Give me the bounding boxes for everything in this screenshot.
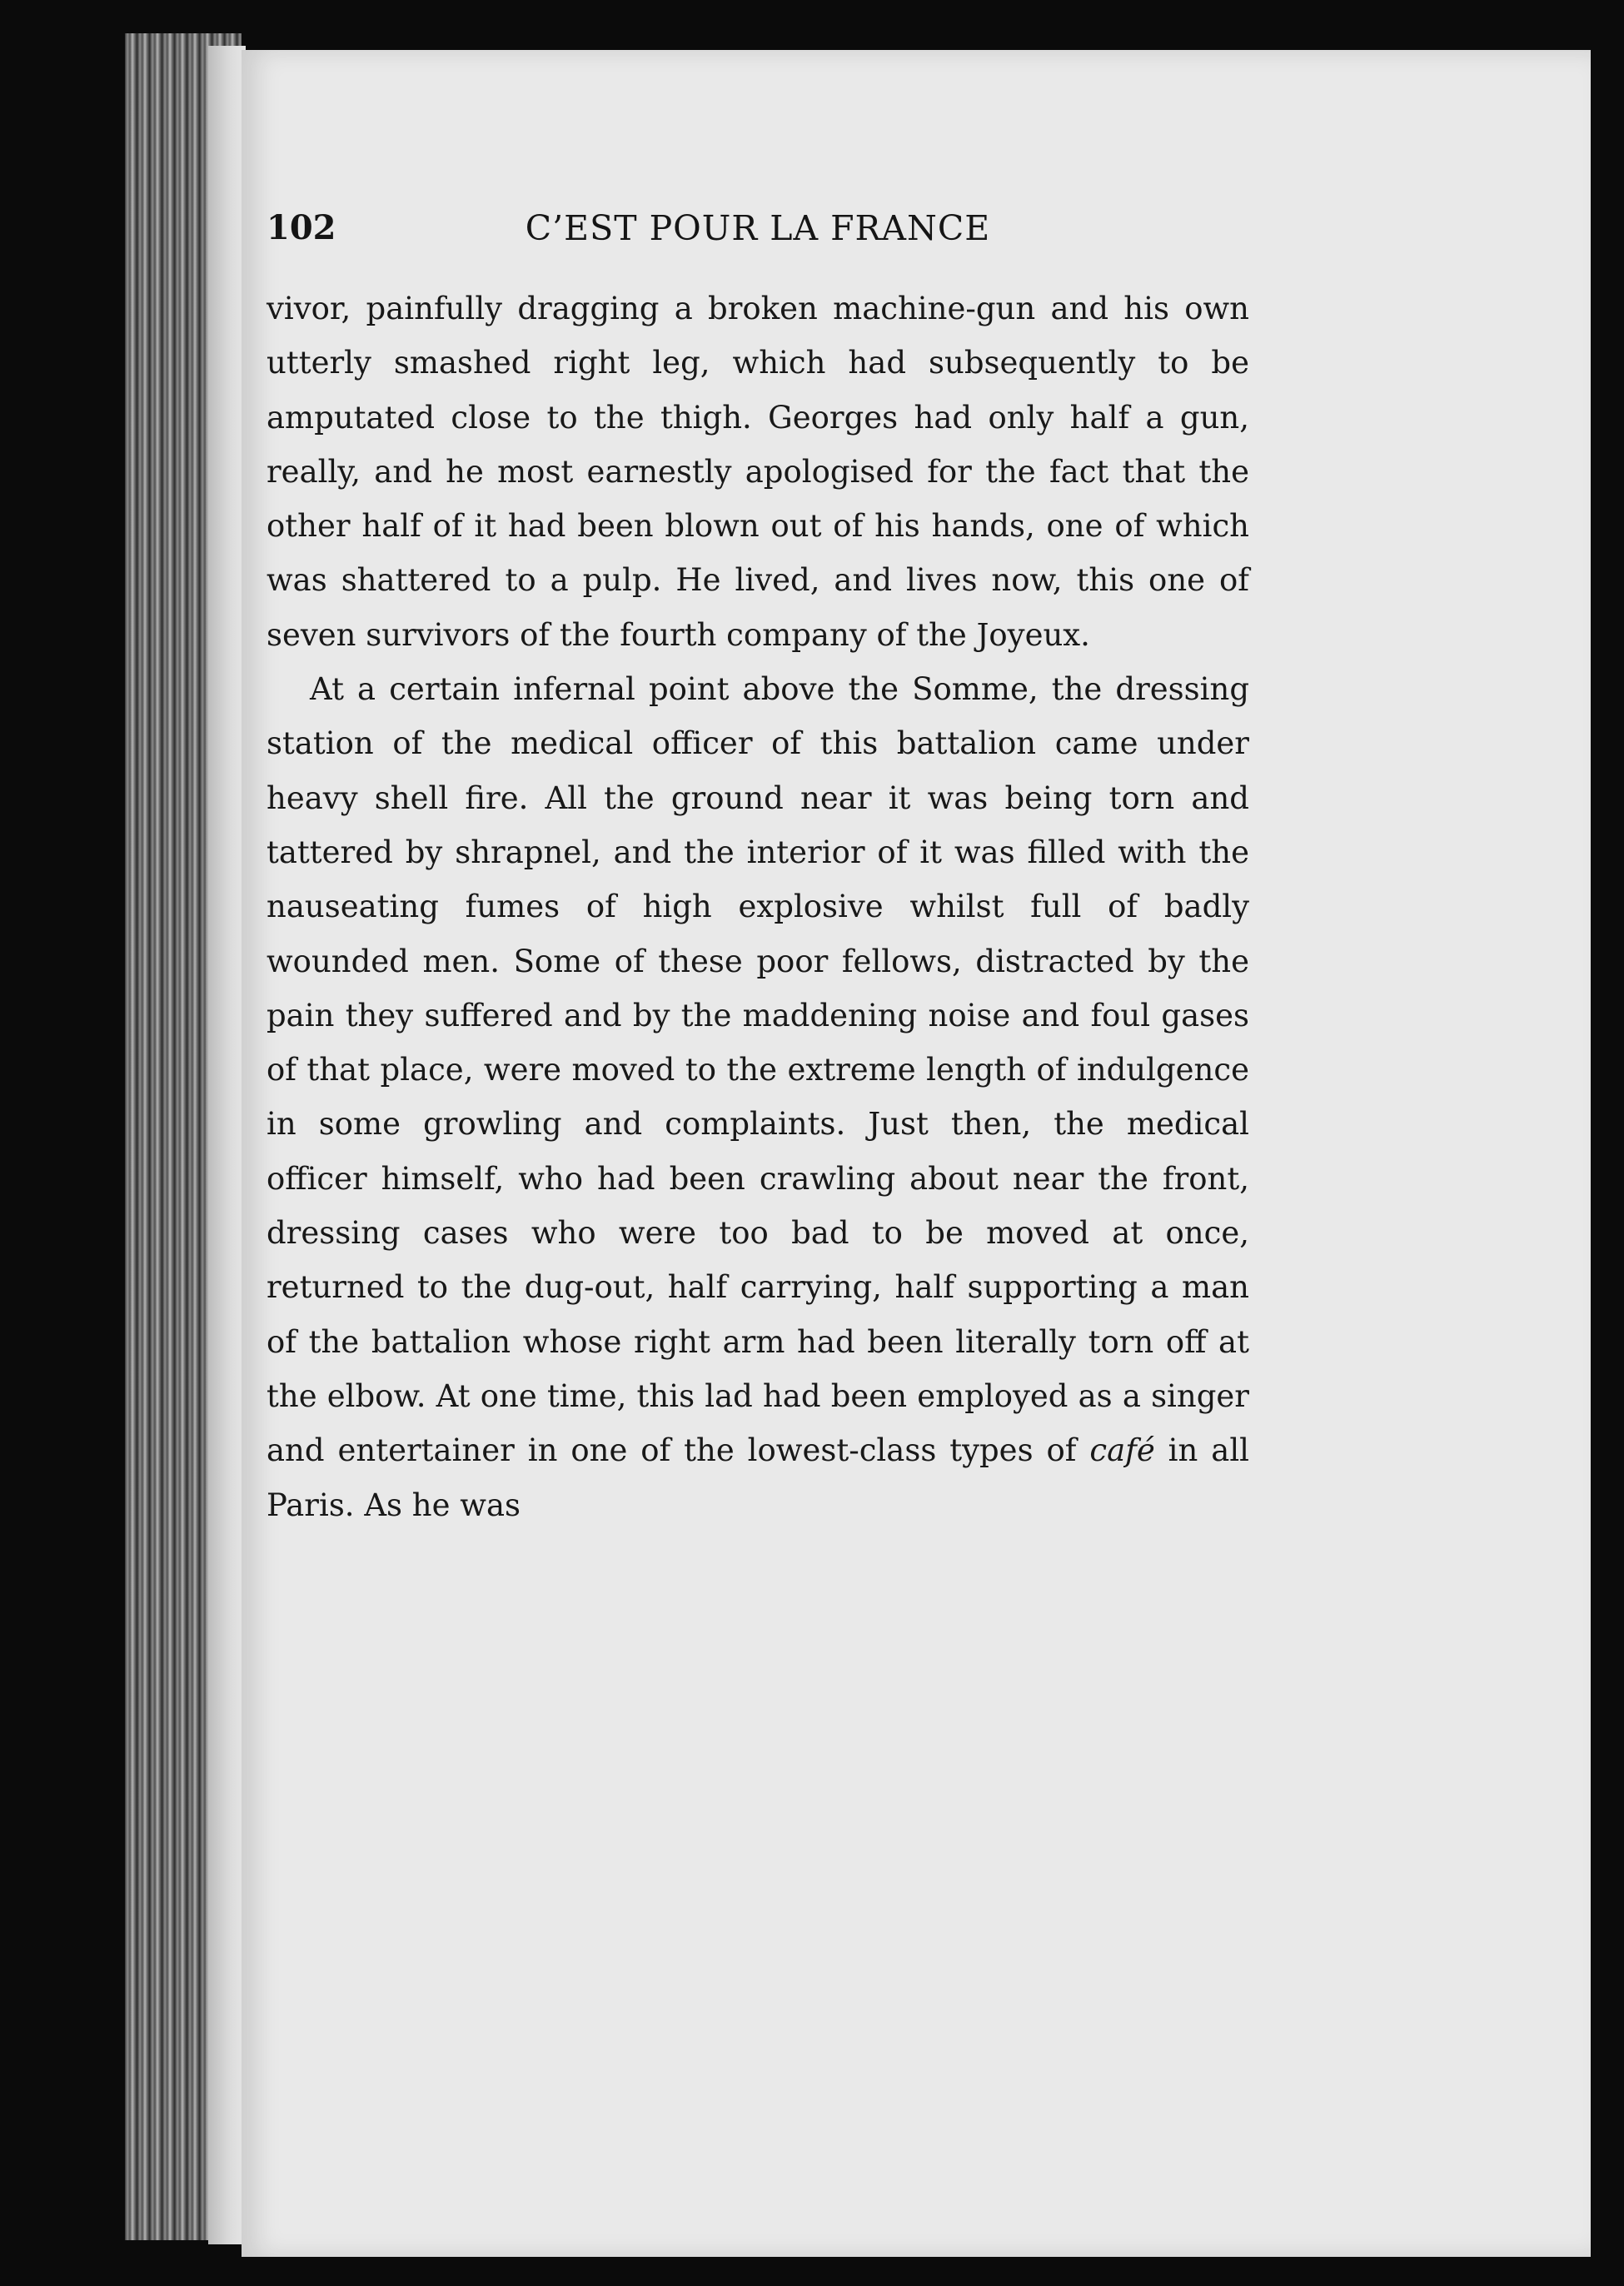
paragraph-2-text-b: in all Paris. As he was xyxy=(267,1432,1249,1523)
running-title: C’EST POUR LA FRANCE xyxy=(525,208,991,248)
running-header xyxy=(267,208,1249,266)
paragraph-1: vivor, painfully dragging a broken machine-gun and his own utterly smashed right leg, which had subsequently to be amputated close to the thigh. Georges had only half a gun, really, and he most earnestly apologised for the fact that the other half of it had been blown out of his hands, one of which was shattered to a pulp. He lived, and lives now, this one of seven survivors of the fourth company of the Joyeux. xyxy=(267,291,1249,653)
page-number: 102 xyxy=(267,208,336,247)
page-edges-inner xyxy=(208,46,246,2244)
paragraph-2 xyxy=(267,662,1249,1532)
body-text xyxy=(267,281,1249,1532)
paragraph-2-text-a: At a certain infernal point above the Somme, the dressing station of the medical officer of this battalion came under heavy shell fire. All the ground near it was being torn and tattered by shrapnel, and the interior of it was filled with the nauseating fumes of high explosive whilst full of badly wounded men. Some of these poor fellows, distracted by the pain they suffered and by the maddening noise and foul gases of that place, were moved to the extreme length of indulgence in some growling and complaints. Just then, the medical officer himself, who had been crawling about near the front, dressing cases who were too bad to be moved at once, returned to the dug-out, half carrying, half supporting a man of the battalion whose right arm had been literally torn off at the elbow. At one time, this lad had been employed as a singer and entertainer in one of the lowest-class types of xyxy=(267,671,1249,1469)
paragraph-2-italic-word: café xyxy=(1089,1432,1155,1469)
